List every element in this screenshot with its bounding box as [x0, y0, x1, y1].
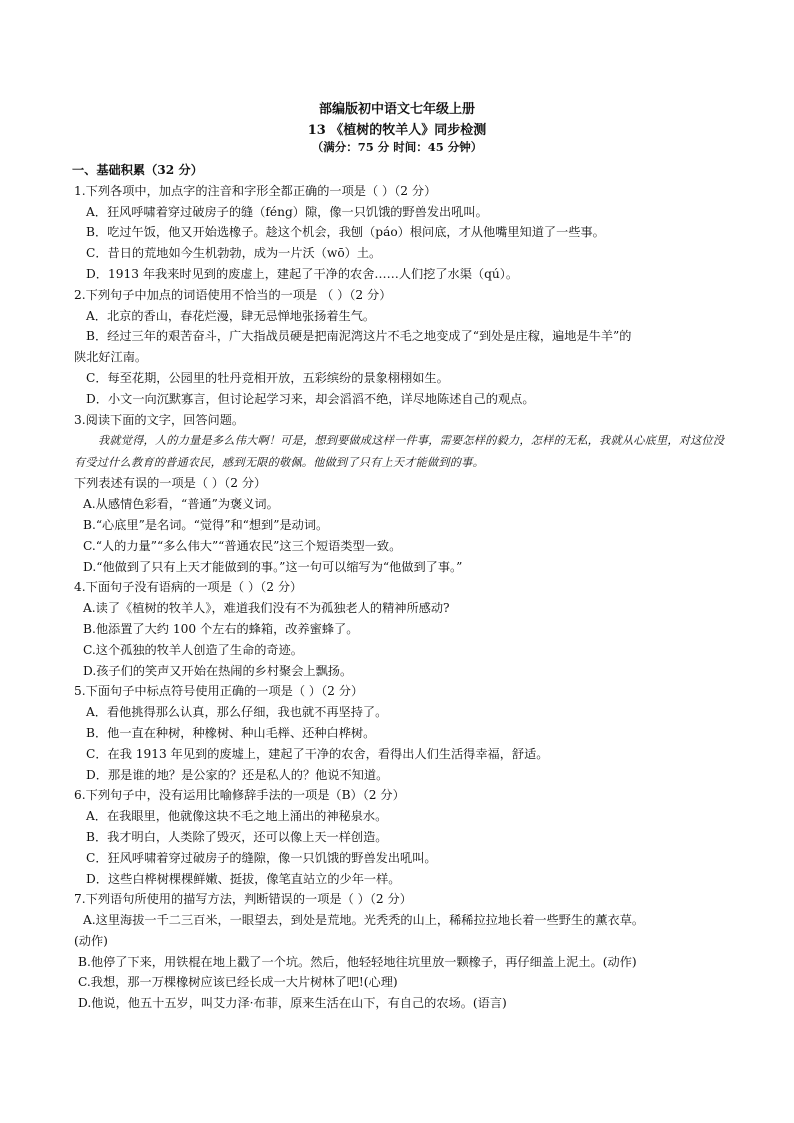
question-3-stem: 3.阅读下面的文字，回答问题。 — [74, 412, 245, 427]
question-5-option-c: C．在我 1913 年见到的废墟上，建起了干净的农舍，看得出人们生活得幸福，舒适。 — [86, 746, 549, 761]
question-6-option-d: D．这些白桦树棵棵鲜嫩、挺拔，像笔直站立的少年一样。 — [86, 871, 401, 886]
question-list — [74, 160, 734, 1014]
question-5-option-b: B．他一直在种树，种橡树、种山毛榉、还种白桦树。 — [86, 725, 376, 740]
question-6-option-b: B．我才明白，人类除了毁灭，还可以像上天一样创造。 — [86, 829, 388, 844]
question-7-option-a: A.这里海拔一千二三百米，一眼望去，到处是荒地。光秃秃的山上，稀稀拉拉地长着一些野生的薰衣草。 — [83, 913, 645, 928]
document-title: 部编版初中语文七年级上册 — [318, 102, 475, 117]
question-4-option-d: D.孩子们的笑声又开始在热闹的乡村聚会上飘扬。 — [83, 663, 353, 678]
question-1-option-a: A．狂风呼啸着穿过破房子的缝（féng）隙，像一只饥饿的野兽发出吼叫。 — [86, 204, 488, 219]
question-2-option-a: A．北京的香山，春花烂漫，肆无忌惮地张扬着生气。 — [86, 308, 376, 323]
question-6-stem: 6.下列句子中，没有运用比喻修辞手法的一项是（B）（2 分） — [74, 788, 405, 803]
question-2-option-b-continued: 陕北好江南。 — [74, 350, 148, 365]
question-2-stem: 2.下列句子中加点的词语使用不恰当的一项是 （ ）（2 分） — [74, 287, 392, 302]
question-1-option-b: B．吃过午饭，他又开始选橡子。趁这个机会，我刨（páo）根问底，才从他嘴里知道了一些事。 — [86, 225, 605, 240]
question-3-option-d: D.“他做到了只有上天才能做到的事。”这一句可以缩写为“他做到了事。” — [83, 559, 463, 574]
section-heading: 一、基础积累（32 分） — [72, 163, 203, 177]
question-7-stem: 7.下列语句所使用的描写方法，判断错误的一项是（ ）（2 分） — [74, 892, 412, 907]
question-5-option-a: A．看他挑得那么认真，那么仔细，我也就不再坚持了。 — [86, 705, 388, 720]
question-1-option-d: D．1913 年我来时见到的废虚上，建起了干净的农舍……人们挖了水渠（qú）。 — [86, 266, 519, 281]
question-3-subquestion: 下列表述有误的一项是（ ）（2 分） — [74, 476, 267, 491]
question-3-option-c: C.“人的力量”“多么伟大”“普通农民”这三个短语类型一致。 — [83, 538, 402, 553]
question-6-option-a: A．在我眼里，他就像这块不毛之地上涌出的神秘泉水。 — [86, 809, 388, 824]
question-4-option-a: A.读了《植树的牧羊人》，难道我们没有不为孤独老人的精神所感动? — [83, 601, 450, 616]
exam-meta: （满分：75 分 时间：45 分钟） — [311, 140, 483, 154]
question-2-option-d: D．小文一向沉默寡言，但讨论起学习来，却会滔滔不绝，详尽地陈述自己的观点。 — [86, 391, 535, 406]
question-2-option-b: B．经过三年的艰苦奋斗，广大指战员硬是把南泥湾这片不毛之地变成了“到处是庄稼，遍地是牛羊”的 — [86, 329, 632, 344]
question-4-stem: 4.下面句子没有语病的一项是（ ）（2 分） — [74, 580, 303, 595]
question-5-option-d: D．那是谁的地？是公家的？还是私人的？他说不知道。 — [86, 767, 389, 782]
question-4-option-b: B.他添置了大约 100 个左右的蜂箱，改养蜜蜂了。 — [83, 621, 359, 636]
question-7-option-d: D.他说，他五十五岁，叫艾力泽·布菲，原来生活在山下，有自己的农场。(语言) — [78, 996, 507, 1011]
question-7-option-c: C.我想，那一万棵橡树应该已经长成一大片树林了吧!(心理) — [78, 975, 398, 990]
question-3-option-a: A.从感情色彩看，“普通”为褒义词。 — [83, 497, 279, 512]
question-6-option-c: C．狂风呼啸着穿过破房子的缝隙，像一只饥饿的野兽发出吼叫。 — [86, 850, 437, 865]
question-3-passage: 我就觉得，人的力量是多么伟大啊！可是，想到要做成这样一件事，需要怎样的毅力，怎样的无私，我就从心底里，对这位没有受过什么教育的普通农民，感到无限的敬佩。他做到了只有上天才能做到的事。 — [74, 434, 725, 469]
question-3-option-b: B.“心底里”是名词。“觉得”和“想到”是动词。 — [83, 517, 329, 532]
question-7-option-b: B.他停了下来，用铁棍在地上戳了一个坑。然后，他轻轻地往坑里放一颗橡子，再仔细盖上泥土。(动作) — [78, 954, 637, 969]
question-2-option-c: C．每至花期，公园里的牡丹竞相开放，五彩缤纷的景象栩栩如生。 — [86, 370, 449, 385]
question-5-stem: 5.下面句子中标点符号使用正确的一项是（ ）（2 分） — [74, 684, 364, 699]
question-1-option-c: C．昔日的荒地如今生机勃勃，成为一片沃（wō）土。 — [86, 246, 382, 261]
question-4-option-c: C.这个孤独的牧羊人创造了生命的奇迹。 — [83, 642, 303, 657]
lesson-title: 13 《植树的牧羊人》同步检测 — [307, 123, 487, 138]
question-7-option-a-continued: (动作) — [74, 933, 108, 948]
question-1-stem: 1.下列各项中，加点字的注音和字形全都正确的一项是（ ）（2 分） — [74, 183, 437, 198]
